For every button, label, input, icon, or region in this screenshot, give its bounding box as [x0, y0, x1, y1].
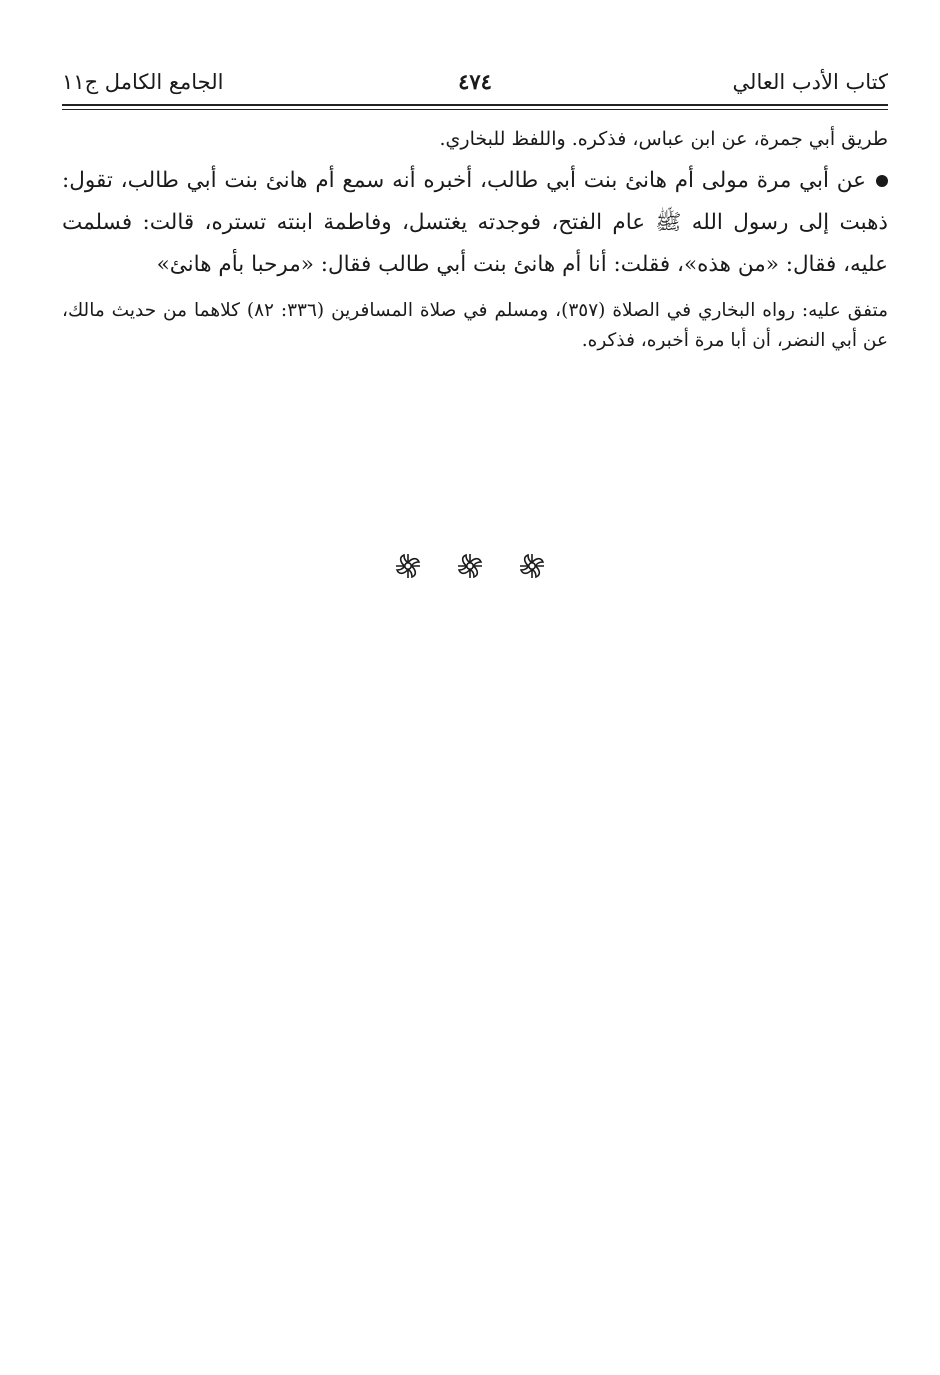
- book-page: [62, 60, 888, 356]
- header-rule-thin: [62, 109, 888, 110]
- volume-title: الجامع الكامل ج١١: [62, 70, 224, 94]
- intro-line: طريق أبي جمرة، عن ابن عباس، فذكره. واللفظ للبخاري.: [439, 128, 888, 150]
- hadith-text: عن أبي مرة مولى أم هانئ بنت أبي طالب، أخبره أنه سمع أم هانئ بنت أبي طالب، تقول: ذهبت إلى رسول الله ﷺ عام الفتح، فوجدته يغتسل، وفاطمة ابنته تستره، قالت: فسلمت عليه، فقال: «من هذه»، فقلت: أنا أم هانئ بنت أبي طالب فقال: «مرحبا بأم هانئ»: [62, 168, 888, 277]
- floral-ornament-icon: [518, 552, 546, 580]
- floral-ornament-icon: [394, 552, 422, 580]
- floral-ornament-icon: [456, 552, 484, 580]
- takhrij-paragraph: متفق عليه: رواه البخاري في الصلاة (٣٥٧)، ومسلم في صلاة المسافرين (٣٣٦: ٨٢) كلاهما من حديث مالك، عن أبي النضر، أن أبا مرة أخبره، فذكره.: [62, 300, 888, 351]
- book-title: كتاب الأدب العالي: [732, 70, 888, 94]
- hadith-paragraph: [62, 160, 888, 286]
- running-header: [62, 60, 888, 104]
- header-rule-thick: [62, 104, 888, 106]
- section-end-ornaments: [394, 552, 546, 580]
- page-content: [62, 122, 888, 356]
- page-number: ٤٧٤: [458, 69, 492, 94]
- bullet-icon: [876, 175, 888, 187]
